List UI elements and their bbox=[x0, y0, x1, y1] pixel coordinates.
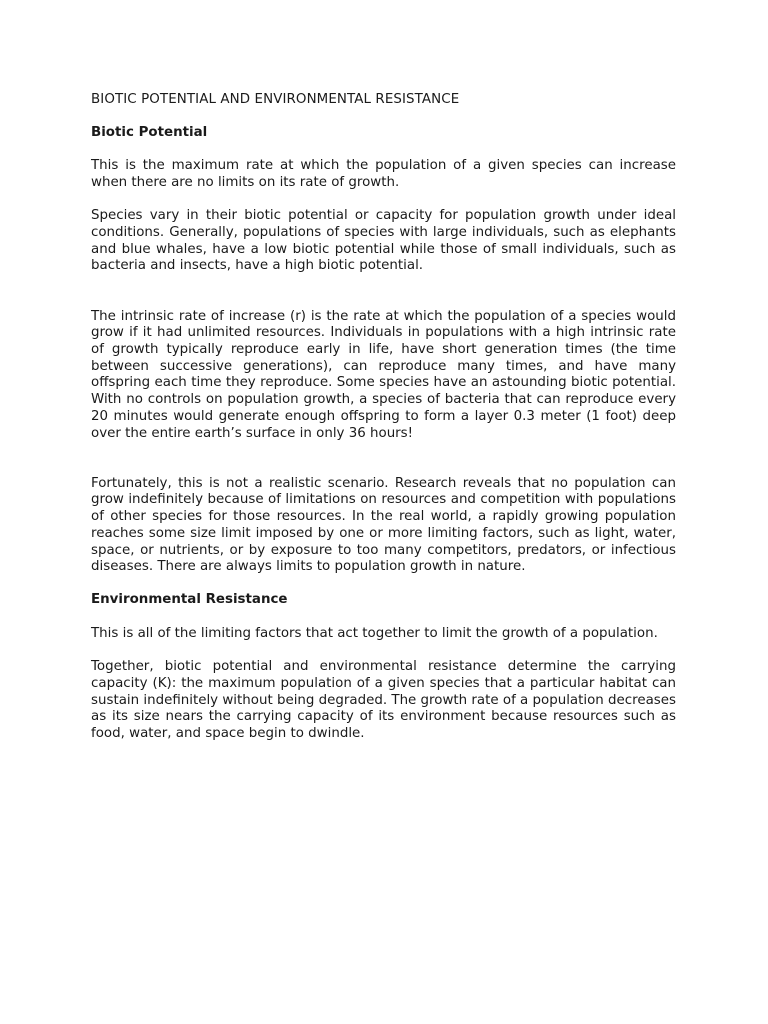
paragraph-intrinsic-rate: The intrinsic rate of increase (r) is the rate at which the population of a species would grow if it had unlimited resources. Individuals in populations with a high intrinsic rate of growth typically reproduce early in life, have short generation times (the time between successive generations), can reproduce many times, and have many offspring each time they reproduce. Some species have an astounding biotic potential. With no controls on population growth, a species of bacteria that can reproduce every 20 minutes would generate enough offspring to form a layer 0.3 meter (1 foot) deep over the entire earth’s surface in only 36 hours! bbox=[91, 308, 676, 441]
paragraph-definition: This is the maximum rate at which the population of a given species can increase when there are no limits on its rate of growth. bbox=[91, 158, 676, 191]
document-page bbox=[91, 92, 676, 759]
section-heading-environmental-resistance: Environmental Resistance bbox=[91, 592, 288, 608]
paragraph-variation: Species vary in their biotic potential or capacity for population growth under ideal conditions. Generally, populations of species with large individuals, such as elephants and blue whales, have a low biotic potential while those of small individuals, such as bacteria and insects, have a high biotic potential. bbox=[91, 208, 676, 274]
document-title: BIOTIC POTENTIAL AND ENVIRONMENTAL RESISTANCE bbox=[91, 92, 460, 107]
paragraph-limits: Fortunately, this is not a realistic scenario. Research reveals that no population can grow indefinitely because of limitations on resources and competition with populations of other species for those resources. In the real world, a rapidly growing population reaches some size limit imposed by one or more limiting factors, such as light, water, space, or nutrients, or by exposure to too many competitors, predators, or infectious diseases. There are always limits to population growth in nature. bbox=[91, 475, 676, 575]
paragraph-env-definition: This is all of the limiting factors that act together to limit the growth of a population. bbox=[91, 626, 658, 642]
section-heading-biotic-potential: Biotic Potential bbox=[91, 124, 208, 140]
paragraph-carrying-capacity: Together, biotic potential and environmental resistance determine the carrying capacity (K): the maximum population of a given species that a particular habitat can sustain indefinitely without being degraded. The growth rate of a population decreases as its size nears the carrying capacity of its environment because resources such as food, water, and space begin to dwindle. bbox=[91, 659, 676, 742]
